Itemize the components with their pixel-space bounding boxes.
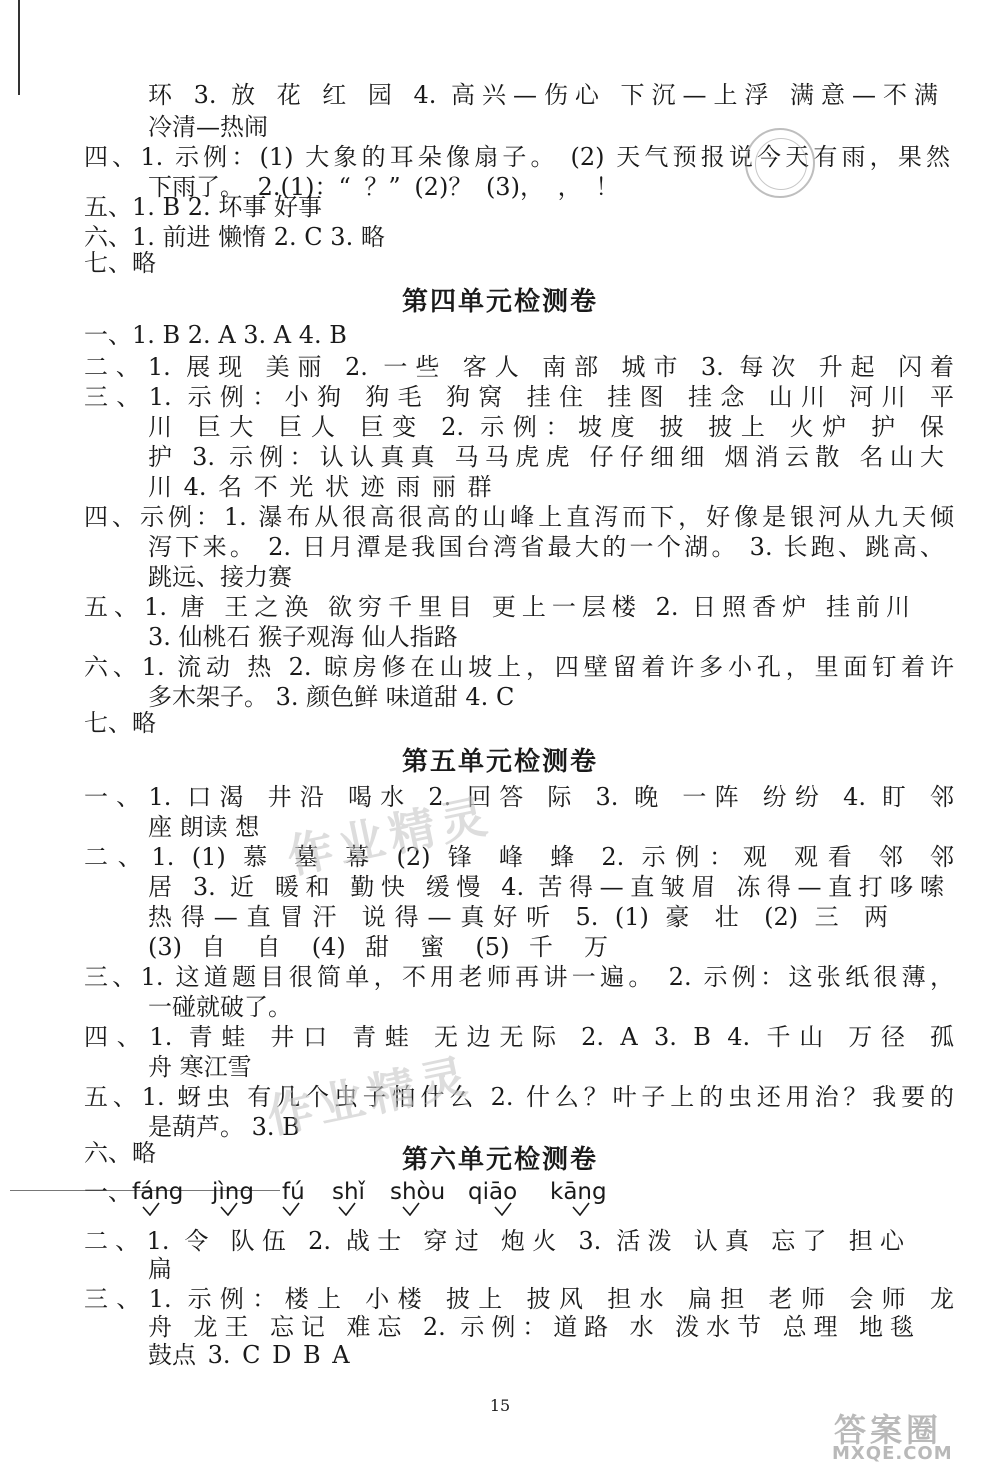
unit6-heading: 第六单元检测卷 [401, 1145, 598, 1175]
text-line: 五、1. 唐 王之涣 欲穷千里目 更上一层楼 2. 日照香炉 挂前川 [84, 593, 910, 621]
site-logo-text: 答案圈 [834, 1411, 943, 1449]
text-line: 舟 寒江雪 [148, 1053, 252, 1081]
text-line: 六、略 [84, 1139, 156, 1167]
text-line: 川 4. 名 不 光 状 迹 雨 丽 群 [148, 473, 492, 501]
text-line: 五、1. B 2. 坏事 好事 [84, 193, 322, 221]
text-line: 环 3. 放 花 红 园 4. 高兴—伤心 下沉—上浮 满意—不满 [148, 81, 938, 109]
page-number: 15 [489, 1396, 511, 1415]
text-line: 四、1. 示例：(1) 大象的耳朵像扇子。 (2) 天气预报说今天有雨，果然 [84, 143, 950, 171]
text-line: 鼓点 3. C D B A [148, 1341, 350, 1369]
text-line: 六、1. 流动 热 2. 晾房修在山坡上，四壁留着许多小孔，里面钉着许 [84, 653, 954, 681]
text-line: 跳远、接力赛 [148, 563, 292, 591]
pinyin-item: fáng [132, 1179, 184, 1205]
text-line: 舟 龙王 忘记 难忘 2. 示例：道路 水 泼水节 总理 地毯 [148, 1313, 914, 1341]
pinyin-item: jìng [212, 1179, 254, 1205]
text-line: 座 朗读 想 [148, 813, 260, 841]
text-line: (3) 自 自 (4) 甜 蜜 (5) 千 万 [148, 933, 608, 961]
pinyin-item: qiāo [468, 1179, 518, 1205]
watermark-text: 作业精灵 [282, 787, 497, 884]
check-icon [402, 1202, 420, 1216]
text-line: 居 3. 近 暖和 勤快 缓慢 4. 苦得—直皱眉 冻得—直打哆嗦 [148, 873, 944, 901]
pinyin-item: fú [282, 1179, 305, 1205]
check-icon [494, 1202, 512, 1216]
text-line: 扁 [148, 1255, 172, 1283]
text-line: 冷清—热闹 [148, 113, 268, 141]
unit5-heading: 第五单元检测卷 [401, 747, 598, 777]
text-line: 三、1. 示例：小狗 狗毛 狗窝 挂住 挂图 挂念 山川 河川 平 [84, 383, 954, 411]
text-line: 四、示例：1. 瀑布从很高很高的山峰上直泻而下，好像是银河从九天倾 [84, 503, 954, 531]
check-icon [572, 1202, 590, 1216]
text-line: 二、1. (1) 慕 墓 幕 (2) 锋 峰 蜂 2. 示例：观 观看 邻 邻 [84, 843, 954, 871]
text-line: 二、1. 展现 美丽 2. 一些 客人 南部 城市 3. 每次 升起 闪着 [84, 353, 954, 381]
text-line: 三、1. 示例：楼上 小楼 披上 披风 担水 扁担 老师 会师 龙 [84, 1285, 954, 1313]
unit4-heading: 第四单元检测卷 [401, 287, 598, 317]
question-label: 一、 [84, 1178, 132, 1206]
text-line: 热得—直冒汗 说得—真好听 5. (1) 豪 壮 (2) 三 两 [148, 903, 888, 931]
pinyin-item: shǐ [332, 1179, 365, 1205]
pinyin-item: kāng [550, 1179, 607, 1205]
pinyin-item: shòu [390, 1179, 446, 1205]
text-line: 五、1. 蚜虫 有几个虫子怕什么 2. 什么？叶子上的虫还用治？我要的 [84, 1083, 954, 1111]
text-line: 多木架子。 3. 颜色鲜 味道甜 4. C [148, 683, 515, 711]
text-line: 下雨了。 2.(1)：“ ？” (2)？ (3)， ， ！ [148, 173, 620, 201]
text-line: 三、1. 这道题目很简单，不用老师再讲一遍。 2. 示例：这张纸很薄， [84, 963, 954, 991]
check-icon [282, 1202, 300, 1216]
text-line: 七、略 [84, 709, 156, 737]
text-line: 四、1. 青蛙 井口 青蛙 无边无际 2. A 3. B 4. 千山 万径 孤 [84, 1023, 954, 1051]
text-line: 六、1. 前进 懒惰 2. C 3. 略 [84, 223, 385, 251]
text-line: 一、1. B 2. A 3. A 4. B [84, 321, 347, 349]
stamp-seal [745, 128, 815, 198]
text-line: 3. 仙桃石 猴子观海 仙人指路 [148, 623, 458, 651]
check-icon [220, 1202, 238, 1216]
watermark-text: 作业精灵 [262, 1047, 477, 1144]
check-icon [142, 1202, 160, 1216]
site-logo [820, 1405, 990, 1465]
text-line: 一、1. 口渴 井沿 喝水 2. 回答 际 3. 晚 一阵 纷纷 4. 盯 邻 [84, 783, 954, 811]
text-line: 七、略 [84, 249, 156, 277]
text-line: 二、1. 令 队伍 2. 战士 穿过 炮火 3. 活泼 认真 忘了 担心 [84, 1227, 904, 1255]
text-line: 川 巨大 巨人 巨变 2. 示例：坡度 披 披上 火炉 护 保 [148, 413, 944, 441]
binding-margin-line [18, 0, 20, 95]
text-line: 一碰就破了。 [148, 993, 292, 1021]
check-icon [338, 1202, 356, 1216]
site-logo-url: MXQE.COM [832, 1443, 953, 1464]
text-line: 泻下来。 2. 日月潭是我国台湾省最大的一个湖。 3. 长跑、跳高、 [148, 533, 944, 561]
text-line: 护 3. 示例：认认真真 马马虎虎 仔仔细细 烟消云散 名山大 [148, 443, 944, 471]
text-line: 是葫芦。 3. B [148, 1113, 300, 1141]
